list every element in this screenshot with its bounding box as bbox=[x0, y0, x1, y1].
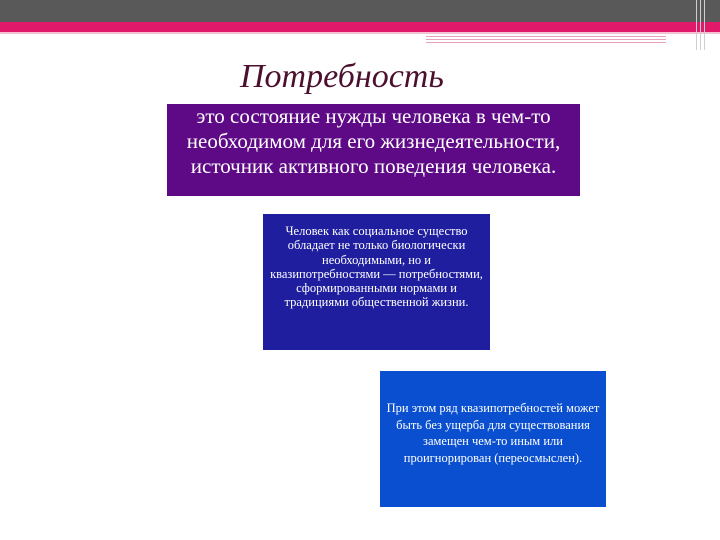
definition-text: это состояние нужды человека в чем-то необходимом для его жизнедеятельности, источник активного поведения человека. bbox=[186, 104, 561, 178]
definition-box bbox=[167, 104, 580, 196]
header-pink-bar bbox=[0, 22, 720, 32]
social-needs-box bbox=[263, 214, 490, 350]
header-gray-bar bbox=[0, 0, 720, 22]
quasi-needs-text: При этом ряд квазипотребностей может быть без ущерба для существования замещен чем-то иным или проигнорирован (переосмыслен). bbox=[386, 401, 600, 465]
quasi-needs-box bbox=[380, 371, 606, 507]
header-light-stripe bbox=[0, 32, 720, 34]
accent-line bbox=[426, 39, 666, 40]
corner-rule bbox=[704, 0, 705, 50]
corner-rule bbox=[696, 0, 697, 50]
accent-line bbox=[426, 42, 666, 43]
social-needs-text: Человек как социальное существо обладает не только биологически необходимыми, но и квазипотребностями — потребностями, сформированными нормами и традициями общественной жизни. bbox=[270, 224, 483, 310]
accent-line bbox=[426, 36, 666, 37]
slide-title: Потребность bbox=[240, 58, 444, 95]
corner-rule bbox=[700, 0, 701, 50]
header-accent-lines bbox=[426, 36, 666, 48]
